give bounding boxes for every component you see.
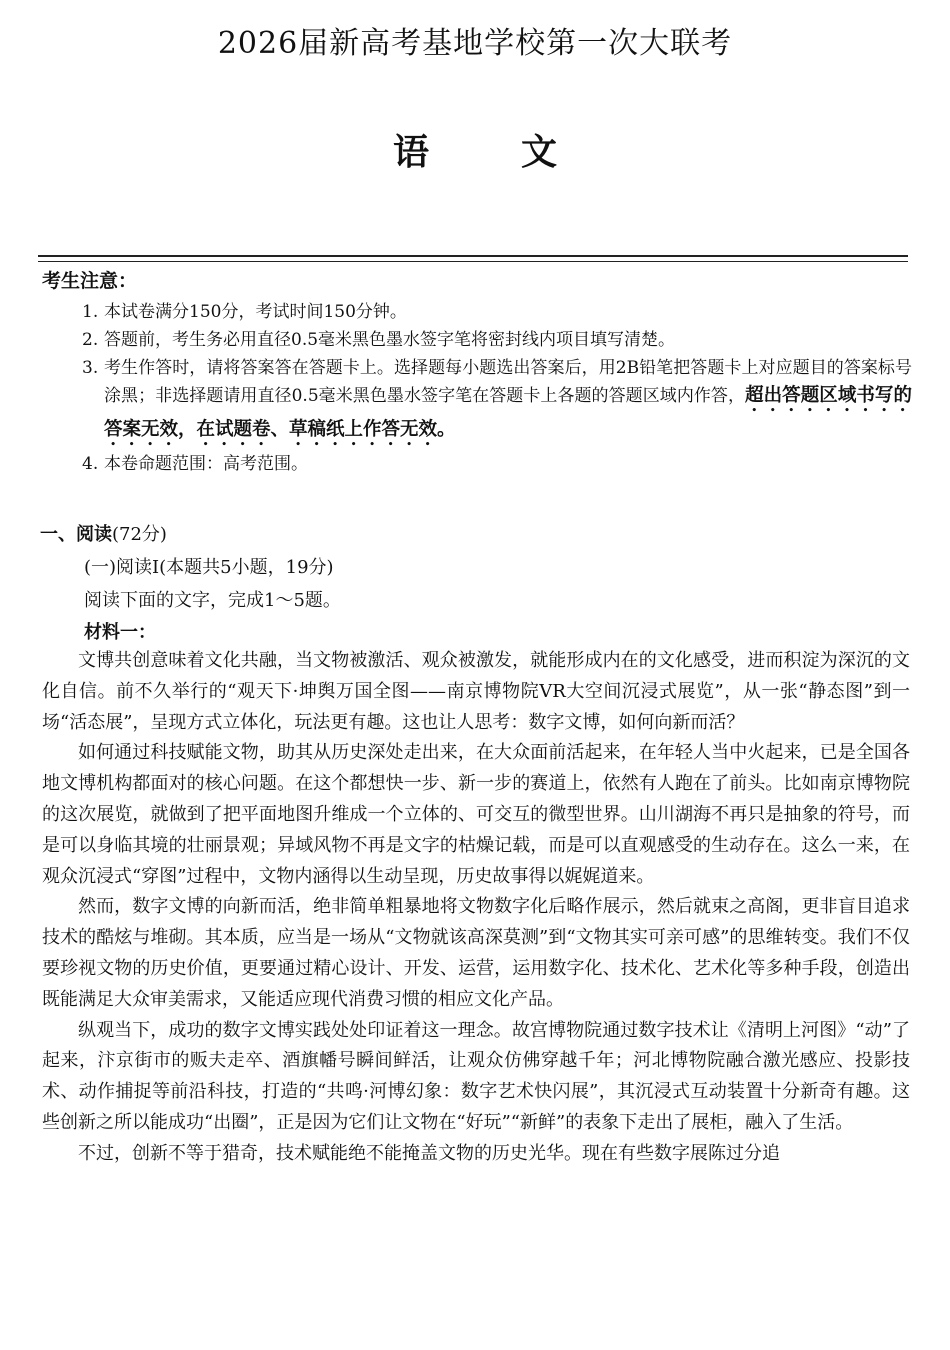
notice-text: 本试卷满分150分，考试时间150分钟。 [104,302,407,322]
subject-title [0,124,950,175]
section-score: (72分) [112,524,167,545]
notice-text: 本卷命题范围：高考范围。 [104,454,308,474]
notice-text: 答题前，考生务必用直径0.5毫米黑色墨水签字笔将密封线内项目填写清楚。 [104,330,676,350]
header-divider-thick [38,255,908,257]
article-paragraph-1: 文博共创意味着文化共融，当文物被激活、观众被激发，就能形成内在的文化感受，进而积淀为深沉的文化自信。前不久举行的“观天下·坤舆万国全图——南京博物院VR大空间沉浸式展览”，从一张“静态图”到一场“活态展”，呈现方式立体化，玩法更有趣。这也让人思考：数字文博，如何向新而活？ [42,650,910,733]
article-paragraph-3: 然而，数字文博的向新而活，绝非简单粗暴地将文物数字化后略作展示，然后就束之高阁，更非盲目追求技术的酷炫与堆砌。其本质，应当是一场从“文物就该高深莫测”到“文物其实可亲可感”的思维转变。我们不仅要珍视文物的历史价值，更要通过精心设计、开发、运营，运用数字化、技术化、艺术化等多种手段，创造出既能满足大众审美需求，又能适应现代消费习惯的相应文化产品。 [42,896,910,1010]
section-heading [40,520,167,546]
notice-number: 4. [82,454,99,474]
notice-heading: 考生注意： [42,270,138,292]
notice-text: 考生作答时，请将答案答在答题卡上。选择题每小题选出答案后，用2B铅笔把答题卡上对应题目的答案标号涂黑；非选择题请用直径0.5毫米黑色墨水签字笔在答题卡上各题的答题区域内作答， [104,358,912,406]
header-divider-thin [38,261,908,262]
notice-number: 3. [82,358,99,378]
reading-instruction: 阅读下面的文字，完成1～5题。 [84,590,341,611]
exam-title: 2026届新高考基地学校第一次大联考 [217,26,733,61]
notice-item-2 [82,326,912,354]
article-paragraph-4: 纵观当下，成功的数字文博实践处处印证着这一理念。故宫博物院通过数字技术让《清明上河图》“动”了起来，汴京街市的贩夫走卒、酒旗幡号瞬间鲜活，让观众仿佛穿越千年；河北博物院融合激光感应、投影技术、动作捕捉等前沿科技，打造的“共鸣·河博幻象：数字艺术快闪展”，其沉浸式互动装置十分新奇有趣。这些创新之所以能成功“出圈”，正是因为它们让文物在“好玩”“新鲜”的表象下走出了展柜，融入了生活。 [42,1019,910,1133]
notice-body [104,354,912,450]
article-paragraph-5: 不过，创新不等于猎奇，技术赋能绝不能掩盖文物的历史光华。现在有些数字展陈过分追 [78,1142,780,1164]
notice-item-1 [82,298,912,326]
subject-title-right: 文 [521,132,558,173]
notice-number: 1. [82,302,99,322]
subsection-title: (一)阅读Ⅰ(本题共5小题，19分) [84,557,334,578]
notice-number: 2. [82,330,99,350]
article-body [42,646,910,1170]
section-title: 一、阅读 [40,524,112,545]
notice-emphasis: 超出答题区域书写的答案无效，在试题卷、草稿纸上作答无效。 [104,385,912,440]
notice-list [82,298,912,478]
notice-item-4 [82,450,912,478]
notice-item-3 [82,354,912,450]
article-paragraph-2: 如何通过科技赋能文物，助其从历史深处走出来，在大众面前活起来，在年轻人当中火起来，已是全国各地文博机构都面对的核心问题。在这个都想快一步、新一步的赛道上，依然有人跑在了前头。比如南京博物院的这次展览，就做到了把平面地图升维成一个立体的、可交互的微型世界。山川湖海不再只是抽象的符号，而是可以身临其境的壮丽景观；异域风物不再是文字的枯燥记载，而是可以直观感受的生动存在。这么一来，在观众沉浸式“穿图”过程中，文物内涵得以生动呈现，历史故事得以娓娓道来。 [42,742,910,887]
subject-title-left: 语 [392,132,429,173]
material-label: 材料一： [84,622,156,643]
